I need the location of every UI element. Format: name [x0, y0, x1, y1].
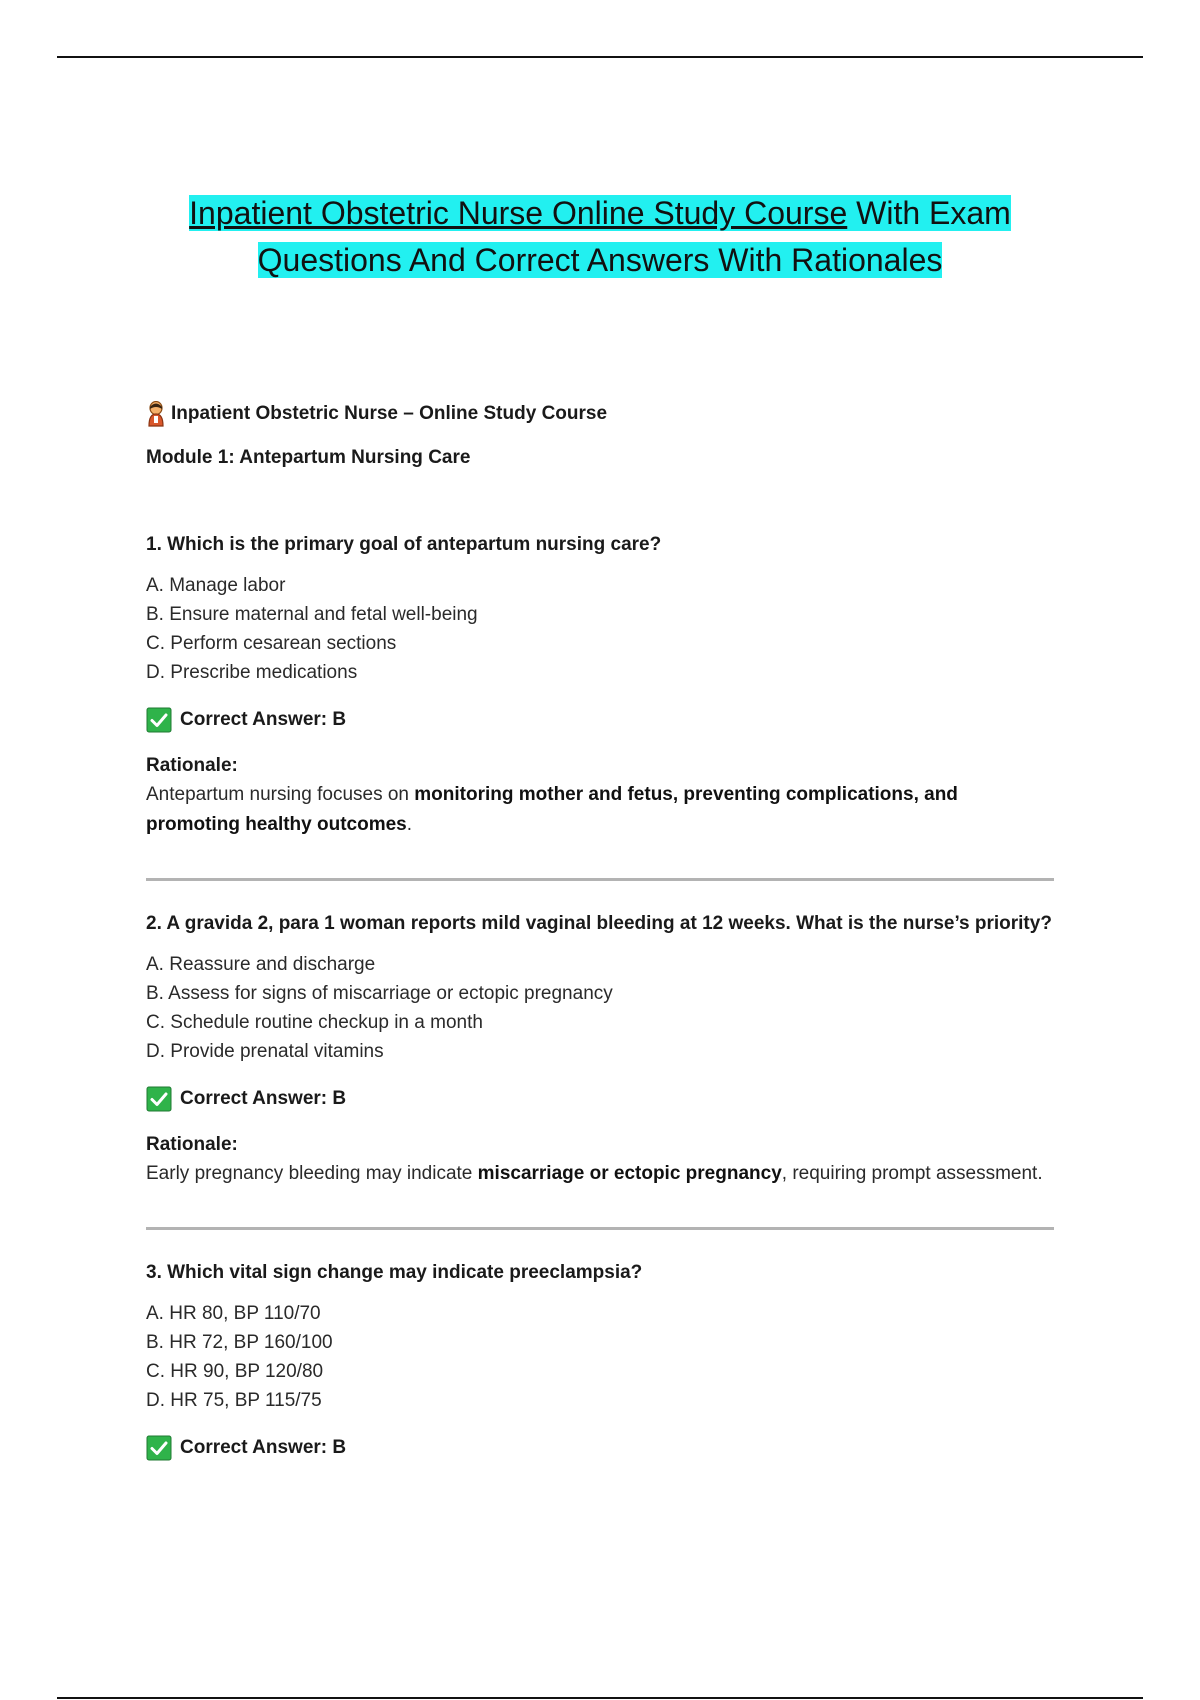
- title-link[interactable]: Inpatient Obstetric Nurse Online Study Course: [189, 195, 848, 231]
- module-heading: Module 1: Antepartum Nursing Care: [146, 447, 471, 468]
- correct-answer: [146, 1433, 1056, 1463]
- option-item: D. HR 75, BP 115/75: [146, 1390, 322, 1411]
- question-block: [146, 1258, 1056, 1463]
- option-item: C. Perform cesarean sections: [146, 633, 397, 654]
- option-item: D. Prescribe medications: [146, 662, 358, 683]
- option-item: B. HR 72, BP 160/100: [146, 1332, 333, 1353]
- correct-answer-text: Correct Answer: B: [180, 1088, 347, 1109]
- header-rule: [57, 56, 1143, 58]
- option-item: C. Schedule routine checkup in a month: [146, 1012, 483, 1033]
- question-block: [146, 530, 1056, 840]
- section-divider: [146, 1227, 1054, 1230]
- rationale-label: Rationale:: [146, 755, 238, 776]
- check-mark-icon: [146, 707, 172, 733]
- option-list: [146, 1299, 1056, 1415]
- correct-answer-text: Correct Answer: B: [180, 709, 347, 730]
- rationale-text: Early pregnancy bleeding may indicate miscarriage or ectopic pregnancy, requiring prompt assessment.: [146, 1163, 1043, 1184]
- option-item: C. HR 90, BP 120/80: [146, 1361, 324, 1382]
- nurse-icon: [146, 401, 166, 427]
- option-item: D. Provide prenatal vitamins: [146, 1041, 384, 1062]
- title-line1-rest: With Exam: [847, 195, 1011, 231]
- check-mark-icon: [146, 1086, 172, 1112]
- section-divider: [146, 878, 1054, 881]
- rationale-text: Antepartum nursing focuses on monitoring mother and fetus, preventing complications, and promoting healthy outcomes.: [146, 784, 958, 835]
- question-text: 1. Which is the primary goal of antepartum nursing care?: [146, 534, 662, 555]
- check-mark-icon: [146, 1435, 172, 1461]
- option-item: A. HR 80, BP 110/70: [146, 1303, 321, 1324]
- option-item: B. Assess for signs of miscarriage or ectopic pregnancy: [146, 983, 613, 1004]
- document-title: [120, 190, 1080, 284]
- document-body: [146, 400, 1056, 1463]
- title-line2: Questions And Correct Answers With Rationales: [257, 242, 943, 278]
- footer-rule: [57, 1697, 1143, 1699]
- option-item: A. Reassure and discharge: [146, 954, 376, 975]
- correct-answer: [146, 1084, 1056, 1114]
- question-block: [146, 909, 1056, 1189]
- course-heading-text: Inpatient Obstetric Nurse – Online Study Course: [171, 403, 608, 424]
- option-item: A. Manage labor: [146, 575, 286, 596]
- course-heading: [146, 400, 1056, 428]
- question-text: 3. Which vital sign change may indicate preeclampsia?: [146, 1262, 643, 1283]
- option-list: [146, 950, 1056, 1066]
- correct-answer-text: Correct Answer: B: [180, 1437, 347, 1458]
- option-list: [146, 571, 1056, 687]
- correct-answer: [146, 705, 1056, 735]
- option-item: B. Ensure maternal and fetal well-being: [146, 604, 478, 625]
- rationale-label: Rationale:: [146, 1134, 238, 1155]
- question-text: 2. A gravida 2, para 1 woman reports mild vaginal bleeding at 12 weeks. What is the nurse’s priority?: [146, 913, 1052, 934]
